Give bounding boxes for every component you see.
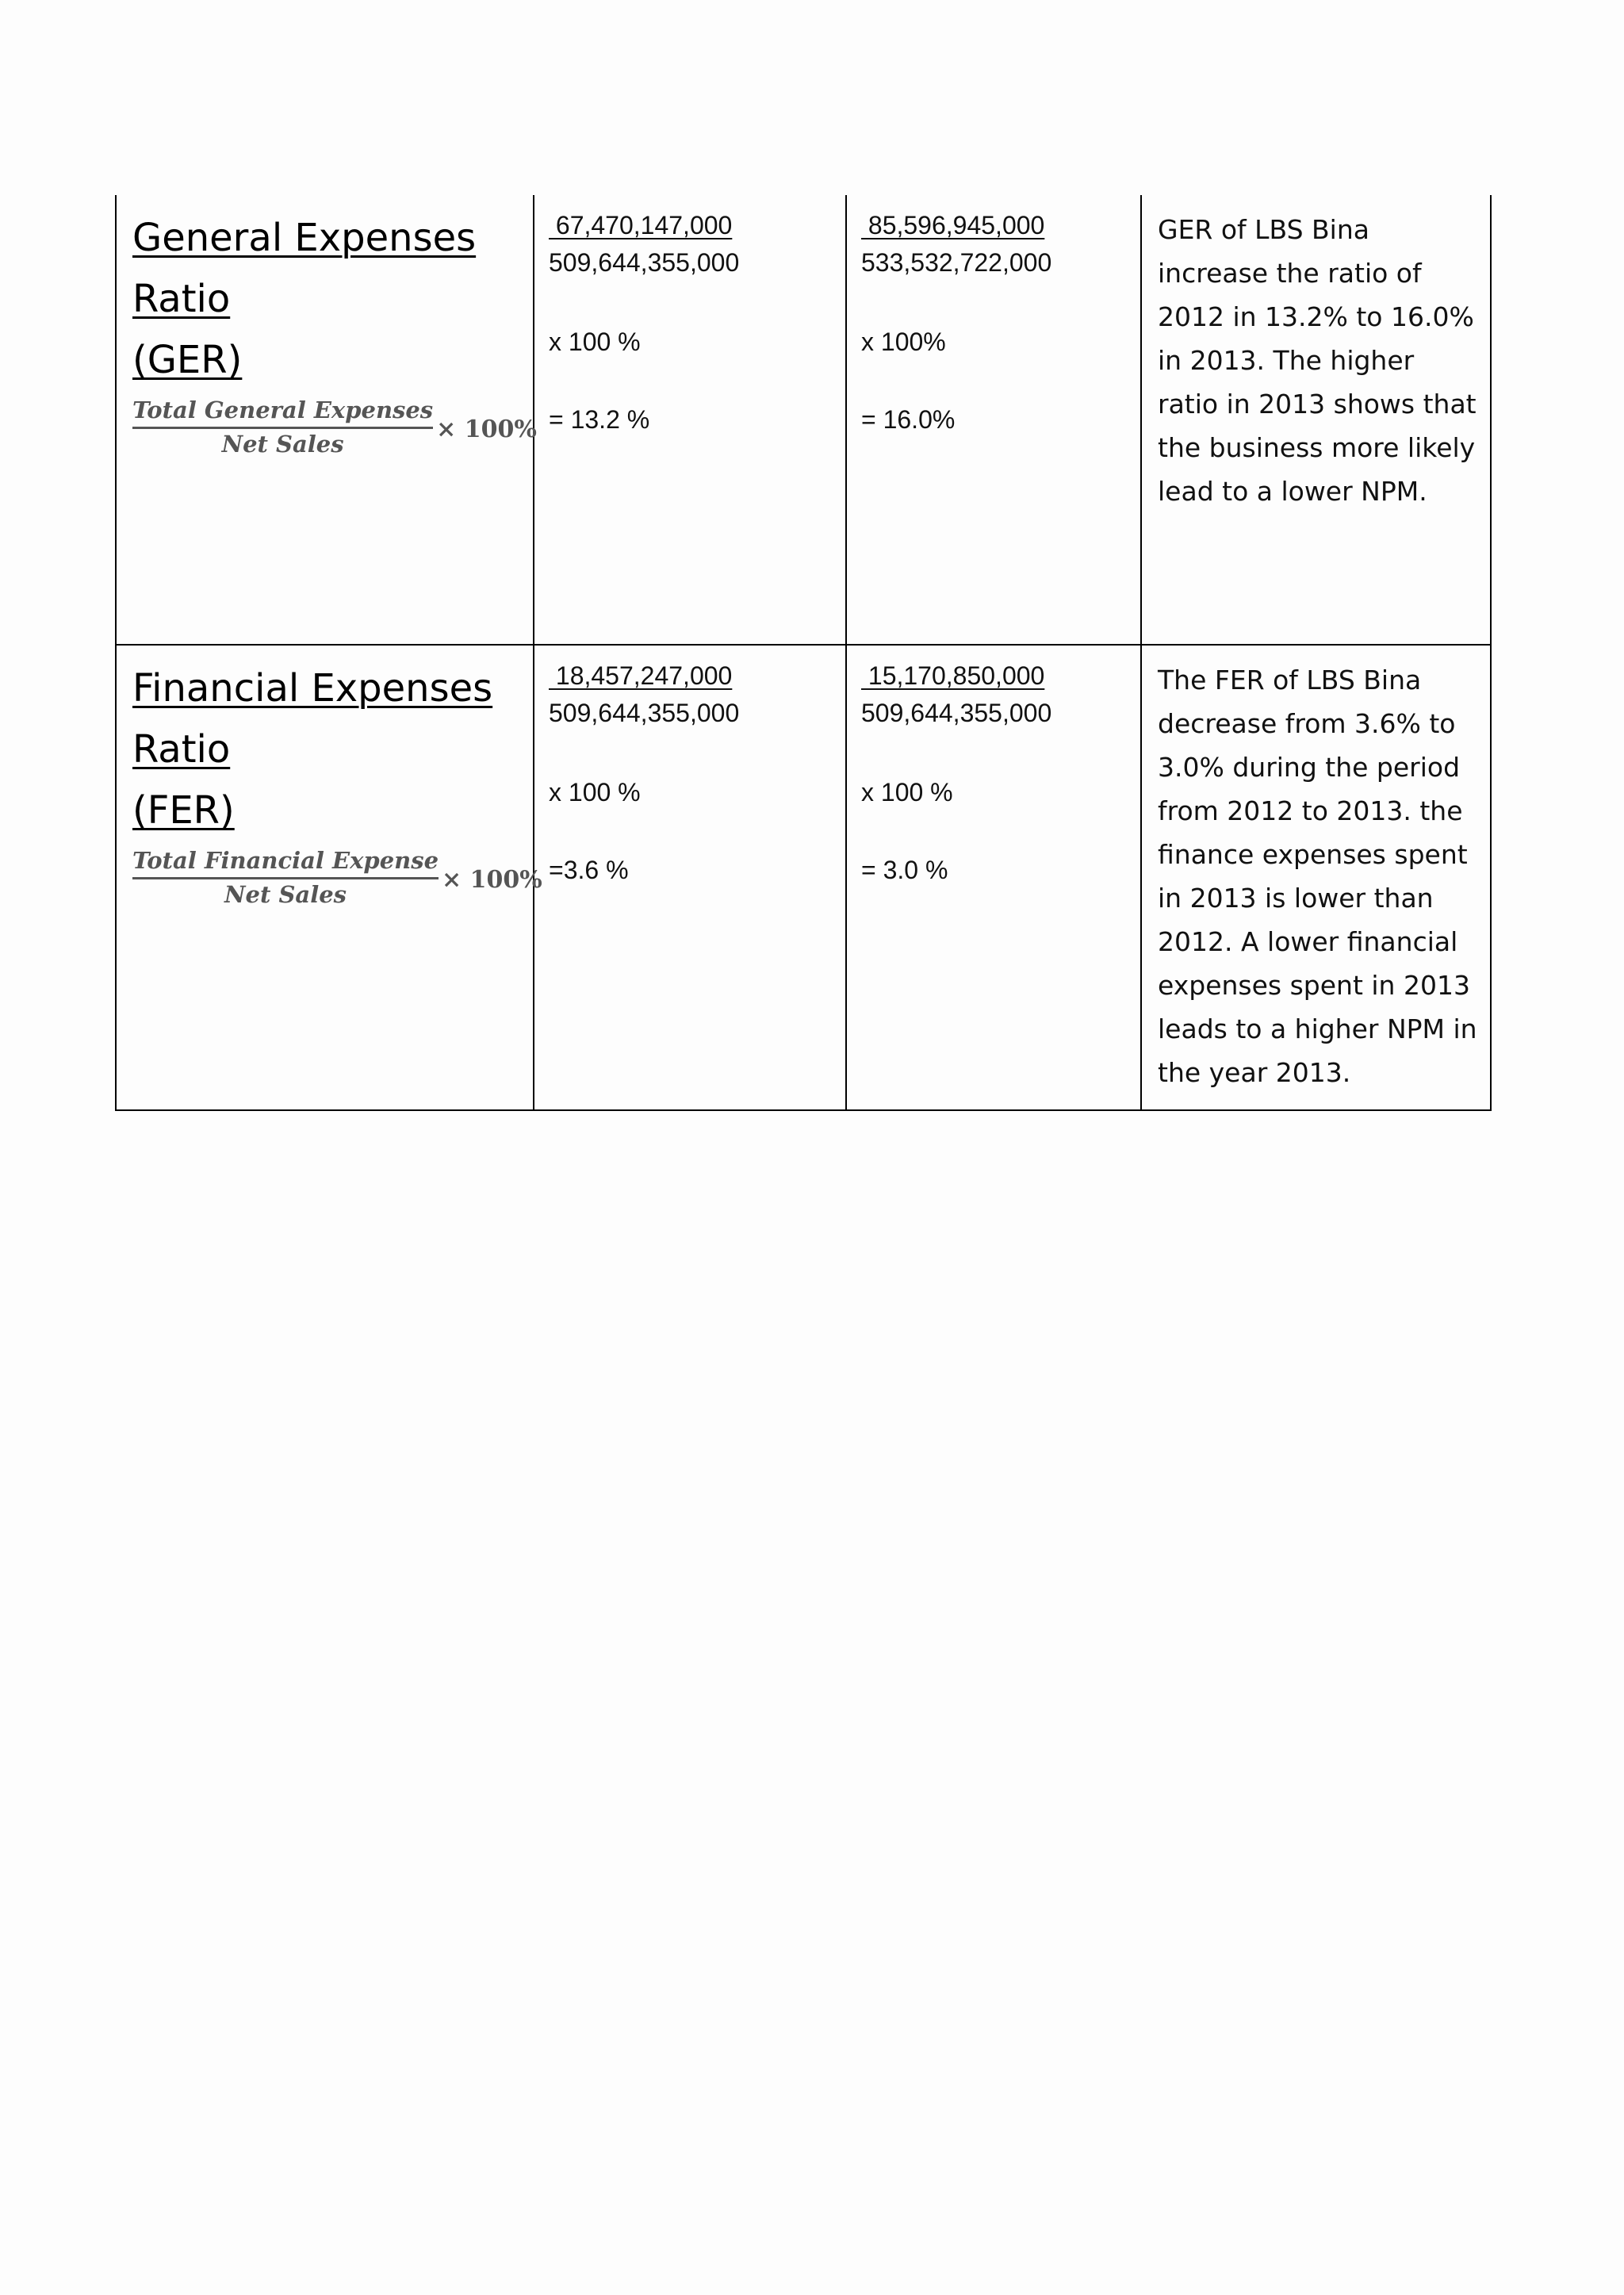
table-row-fer bbox=[116, 645, 1491, 1110]
comment-text: The FER of LBS Bina decrease from 3.6% to 3.0% during the period from 2012 to 2013. the finance expenses spent in 2013 is lower than 2012. A lower financial expenses spent in 2013 leads to a higher NPM in the year 2013. bbox=[1158, 665, 1477, 1088]
formula-fraction bbox=[132, 846, 439, 910]
formula-numerator: Total General Expenses bbox=[132, 396, 433, 429]
calc-times: x 100 % bbox=[861, 778, 953, 807]
calc-denominator: 533,532,722,000 bbox=[861, 248, 1052, 277]
calc-cell-2012 bbox=[534, 645, 846, 1110]
ratio-name-line: General Expenses bbox=[132, 216, 477, 260]
calc-result: = 13.2 % bbox=[549, 405, 650, 434]
ratio-name-cell bbox=[116, 195, 537, 645]
calc-times: x 100 % bbox=[549, 328, 641, 356]
formula-denominator: Net Sales bbox=[221, 431, 344, 458]
comment-cell bbox=[1141, 645, 1491, 1110]
calc-cell-2012 bbox=[534, 195, 846, 645]
calc-result: = 16.0% bbox=[861, 405, 956, 434]
calc-numerator: 67,470,147,000 bbox=[549, 211, 733, 239]
table-row-ger bbox=[116, 195, 1491, 645]
formula-fraction bbox=[132, 396, 433, 459]
calc-denominator: 509,644,355,000 bbox=[861, 699, 1052, 727]
ratio-name-line: (FER) bbox=[132, 788, 235, 833]
calc-cell-2013 bbox=[846, 645, 1141, 1110]
ratio-formula bbox=[132, 396, 537, 459]
calc-numerator: 15,170,850,000 bbox=[861, 661, 1045, 690]
formula-numerator: Total Financial Expense bbox=[132, 846, 439, 879]
calc-cell-2013 bbox=[846, 195, 1141, 645]
formula-denominator: Net Sales bbox=[224, 881, 347, 908]
ratio-name bbox=[132, 208, 533, 391]
calc-numerator: 18,457,247,000 bbox=[549, 661, 733, 690]
ratio-name-line: Financial Expenses bbox=[132, 666, 493, 711]
ratio-name-line: Ratio bbox=[132, 727, 231, 772]
ratio-analysis-table bbox=[115, 195, 1492, 1111]
ratio-name-line: Ratio bbox=[132, 277, 231, 321]
calc-times: x 100 % bbox=[549, 778, 641, 807]
ratio-formula bbox=[132, 846, 542, 910]
calc-numerator: 85,596,945,000 bbox=[861, 211, 1045, 239]
calc-result: = 3.0 % bbox=[861, 856, 948, 884]
formula-multiplier: × 100% bbox=[442, 865, 542, 894]
calc-denominator: 509,644,355,000 bbox=[549, 699, 740, 727]
ratio-name-cell bbox=[116, 645, 542, 1110]
calc-denominator: 509,644,355,000 bbox=[549, 248, 740, 277]
comment-cell bbox=[1141, 195, 1491, 645]
calc-times: x 100% bbox=[861, 328, 946, 356]
comment-text: GER of LBS Bina increase the ratio of 2012 in 13.2% to 16.0% in 2013. The higher ratio in 2013 shows that the business more likely lead to a lower NPM. bbox=[1158, 214, 1477, 507]
ratio-name bbox=[132, 658, 533, 841]
calc-result: =3.6 % bbox=[549, 856, 629, 884]
ratio-name-line: (GER) bbox=[132, 338, 243, 382]
formula-multiplier: × 100% bbox=[436, 415, 537, 443]
